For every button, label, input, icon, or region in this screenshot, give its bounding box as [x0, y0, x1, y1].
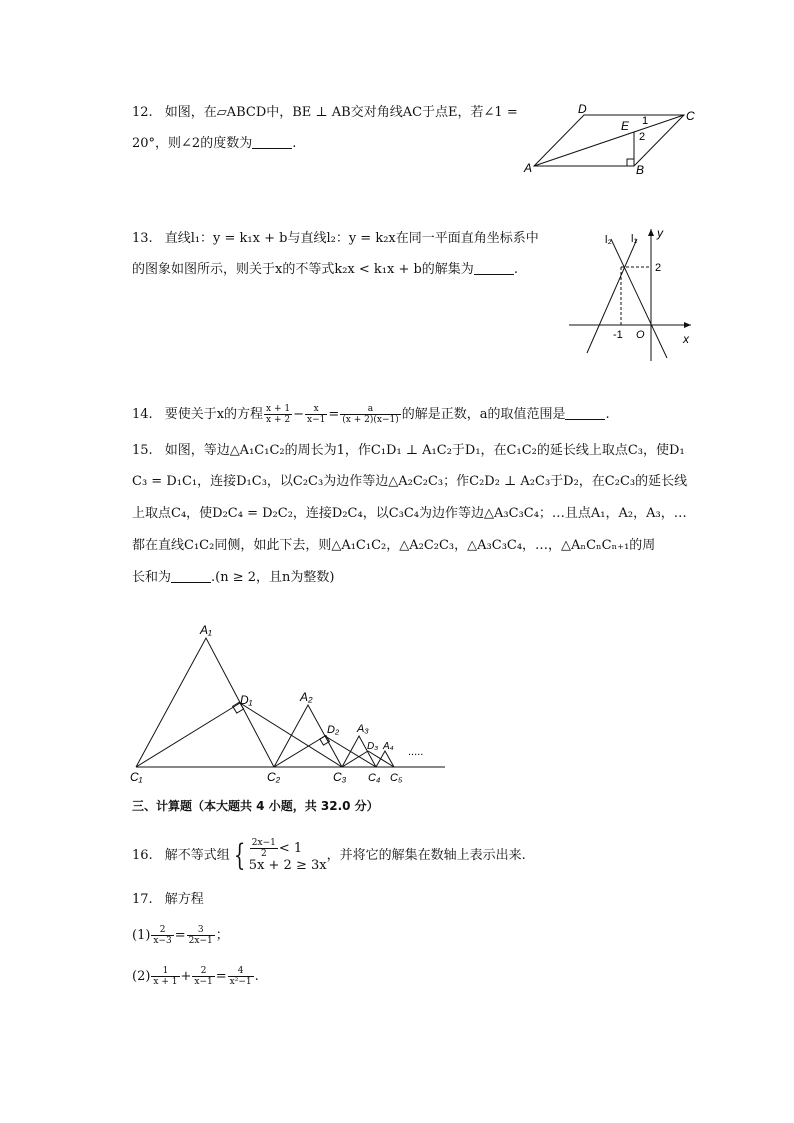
q12-line2 [132, 134, 296, 154]
q15-text-4: 都在直线C₁C₂同侧，如此下去，则△A₁C₁C₂，△A₂C₂C₃，△A₃C₃C₄，…，△AₙCₙCₙ₊₁的周 [132, 538, 656, 553]
label-l2: l₂ [605, 234, 612, 246]
label-d2: D₂ [327, 724, 340, 736]
frac-numerator: x + 1 [266, 404, 291, 414]
q12-period: . [292, 136, 297, 151]
q15-number: 15. [132, 443, 153, 458]
semicolon: ； [215, 928, 229, 943]
q17-p1-fraction-b [187, 925, 215, 946]
q13-figure [565, 225, 700, 365]
q13-answer-blank[interactable] [474, 260, 514, 275]
q15-figure [128, 618, 458, 790]
q16-number: 16. [132, 848, 153, 863]
q16-text-post: ，并将它的解集在数轴上表示出来. [326, 848, 526, 863]
label-d: D [578, 102, 587, 116]
q15-line1 [132, 441, 685, 461]
inequality-row-2: 5x + 2 ≥ 3x [248, 858, 327, 873]
x-axis-arrow [684, 322, 691, 328]
label-a3: A₃ [357, 723, 369, 735]
q14-answer-blank[interactable] [565, 405, 605, 420]
q12-number: 12. [132, 105, 153, 120]
q12-text-2: 20°，则∠2的度数为 [132, 136, 253, 151]
frac-denominator: x + 1 [153, 977, 178, 987]
q15-text-5b: .(n ≥ 2，且n为整数) [211, 570, 335, 585]
q14-number: 14. [132, 407, 153, 422]
label-c3: C₃ [333, 770, 347, 784]
q15-line3 [132, 504, 687, 524]
plus-sign: + [180, 969, 192, 984]
minus-sign: − [293, 407, 305, 422]
q17-line [132, 890, 204, 910]
q15-line4 [132, 536, 655, 556]
label-d3: D₃ [367, 741, 379, 752]
part-1-label: (1) [132, 928, 151, 943]
q13-line2 [132, 260, 518, 280]
q13-period: . [513, 262, 518, 277]
q14-text-post: 的解是正数，a的取值范围是 [401, 407, 566, 422]
q14-line [132, 404, 610, 425]
right-angle-d2 [320, 735, 330, 745]
inequality-system [249, 838, 327, 873]
label-c1: C₁ [130, 770, 143, 784]
q16-fraction [250, 838, 278, 859]
label-origin: O [636, 329, 645, 341]
label-y: y [657, 226, 663, 240]
right-angle-mark [627, 159, 634, 166]
q17-part1 [132, 925, 229, 946]
triangle-a1c1c2 [136, 638, 274, 767]
frac-numerator: 2x−1 [251, 838, 276, 848]
label-a2: A₂ [300, 690, 313, 704]
q17-p2-fraction-b [192, 966, 214, 987]
label-2: 2 [655, 262, 662, 274]
frac-denominator: (x + 2)(x−1) [342, 415, 399, 425]
label-e: E [621, 119, 630, 133]
q14-text-pre: 要使关于x的方程 [164, 407, 264, 422]
q13-text-2: 的图象如图所示，则关于x的不等式k₂x < k₁x + b的解集为 [132, 262, 474, 277]
q15-text-3: 上取点C₄，使D₂C₄ = D₂C₂，连接D₂C₄，以C₃C₄为边作等边△A₃C₃C₄；…且点A₁，A₂，A₃，… [132, 506, 687, 521]
frac-denominator: x + 2 [266, 415, 291, 425]
frac-denominator: x−1 [307, 415, 326, 425]
q17-p2-fraction-a [151, 966, 179, 987]
system-brace: { [233, 837, 245, 873]
equals-sign: = [174, 928, 186, 943]
q15-answer-blank[interactable] [171, 568, 211, 583]
frac-denominator: x−3 [153, 936, 172, 946]
label-neg1: -1 [613, 329, 623, 341]
period: . [254, 969, 259, 984]
q12-text-1: 如图，在▱ABCD中，BE ⊥ AB交对角线AC于点E，若∠1 = [164, 105, 518, 120]
frac-numerator: 2 [151, 925, 173, 936]
label-a: A [524, 161, 533, 175]
q13-line1 [132, 229, 539, 249]
q12-line1 [132, 103, 518, 123]
equals-sign: = [215, 969, 227, 984]
q13-number: 13. [132, 231, 153, 246]
q17-part2 [132, 966, 259, 987]
frac-numerator: 2 [192, 966, 214, 977]
q17-p1-fraction-a [151, 925, 173, 946]
label-l1: l₁ [631, 233, 638, 245]
equals-sign: = [328, 407, 340, 422]
label-c4: C₄ [368, 772, 381, 784]
label-x: x [683, 332, 689, 346]
diagonal-ac [534, 115, 684, 166]
inequality-rhs: < 1 [278, 841, 303, 856]
q15-line2 [132, 472, 687, 492]
angle-2-label: 2 [639, 131, 646, 143]
label-a4: A₄ [383, 741, 394, 752]
segment-c1d1 [136, 703, 240, 767]
frac-numerator: 4 [228, 966, 254, 977]
q15-text-2: C₃ = D₁C₁，连接D₁C₃，以C₂C₃为边作等边△A₂C₂C₃；作C₂D₂ ⊥ A₂C₃于D₂，在C₂C₃的延长线 [132, 474, 688, 489]
q15-line5 [132, 568, 334, 588]
q15-text-5a: 长和为 [132, 570, 172, 585]
q17-number: 17. [132, 892, 153, 907]
line-l1 [587, 239, 637, 353]
frac-denominator: 2x−1 [188, 936, 213, 946]
q15-text-1: 如图，等边△A₁C₁C₂的周长为1，作C₁D₁ ⊥ A₁C₂于D₁，在C₁C₂的延长线上取点C₃，使D₁ [164, 443, 685, 458]
frac-numerator: 1 [151, 966, 179, 977]
section-heading: 三、计算题（本大题共 4 小题，共 32.0 分） [132, 799, 379, 813]
q14-fraction-2 [305, 404, 327, 425]
q12-answer-blank[interactable] [252, 134, 292, 149]
q14-period: . [605, 407, 610, 422]
label-a1: A₁ [200, 623, 212, 637]
label-b: B [636, 163, 645, 177]
q16-text-pre: 解不等式组 [164, 848, 230, 863]
triangle-a4c4c5 [376, 751, 394, 767]
frac-numerator: x [305, 404, 327, 415]
angle-1-label: 1 [642, 115, 649, 127]
ellipsis: ..... [408, 746, 424, 758]
label-d1: D₁ [240, 693, 253, 707]
frac-numerator: 3 [187, 925, 215, 936]
q17-p2-fraction-c [228, 966, 254, 987]
q13-text-1: 直线l₁：y = k₁x + b与直线l₂：y = k₂x在同一平面直角坐标系中 [164, 231, 539, 246]
label-c5: C₅ [390, 772, 403, 784]
part-2-label: (2) [132, 969, 151, 984]
frac-numerator: a [340, 404, 400, 415]
q17-title: 解方程 [164, 892, 204, 907]
q16-line [132, 838, 526, 873]
frac-denominator: x²−1 [229, 977, 252, 987]
frac-denominator: 2 [260, 849, 267, 859]
label-c: C [686, 109, 695, 123]
q14-fraction-1 [264, 404, 292, 425]
y-axis-arrow [648, 229, 654, 236]
frac-denominator: x−1 [194, 977, 213, 987]
q14-fraction-3 [340, 404, 400, 425]
inequality-row-1 [249, 838, 327, 859]
q12-figure [520, 98, 700, 178]
triangle-a2c2c3 [274, 705, 342, 767]
label-c2: C₂ [267, 770, 281, 784]
